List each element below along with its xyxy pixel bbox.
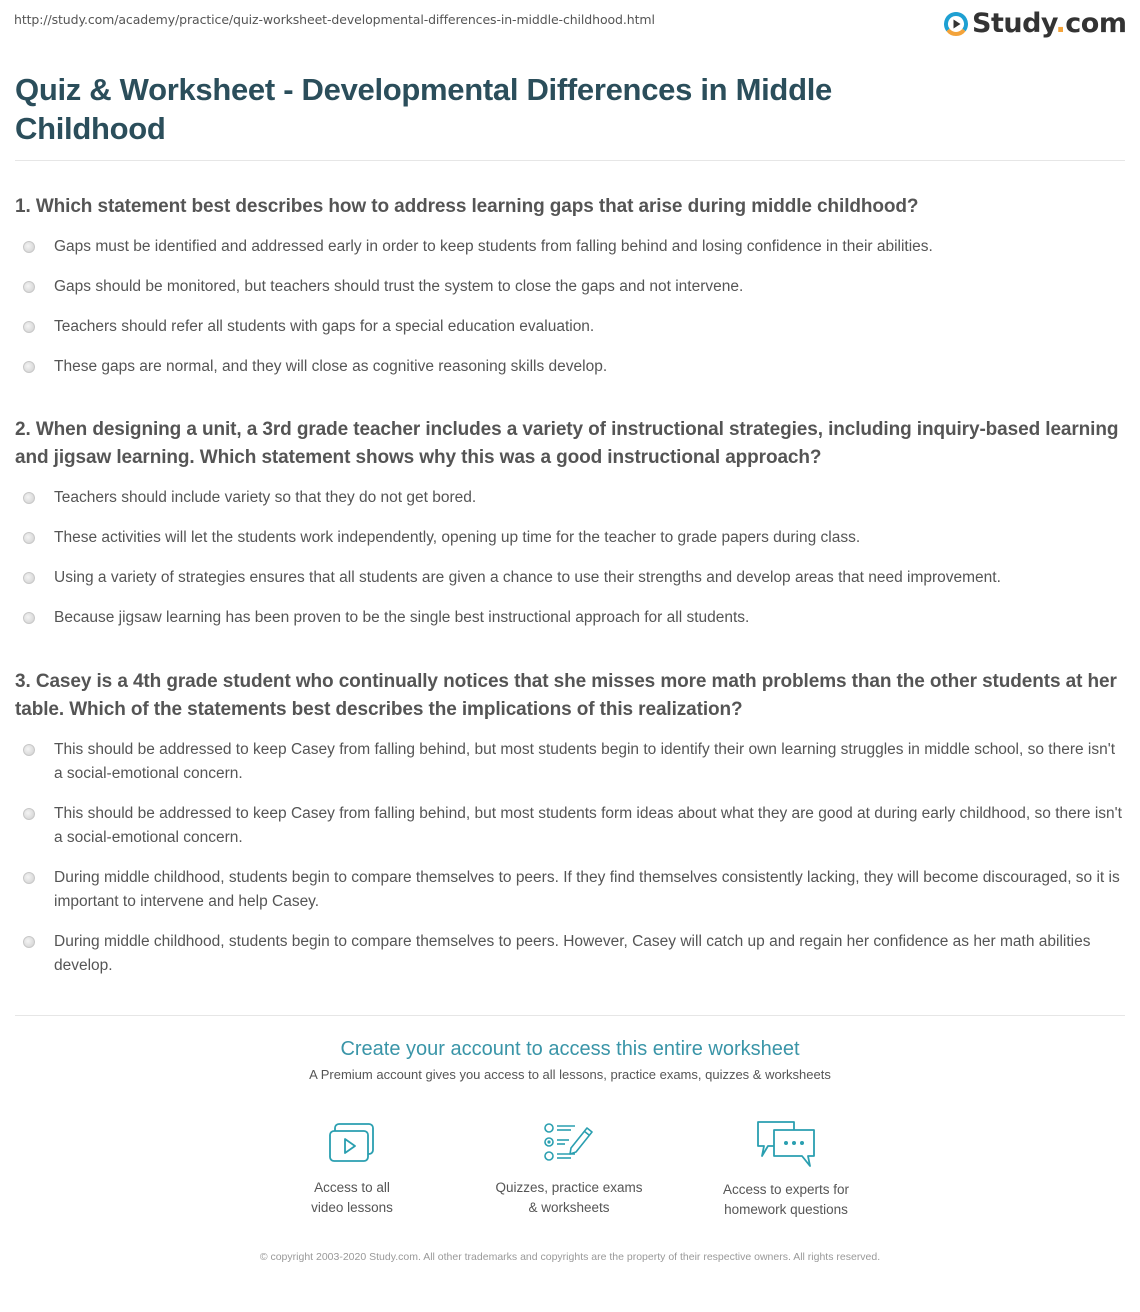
question-text: 2. When designing a unit, a 3rd grade teacher includes a variety of instructional strategies, including inquiry-based learning and jigsaw learning. Which statement shows why this was a good instructional approach? [15, 419, 1119, 468]
radio-button[interactable] [23, 808, 35, 820]
question-text: 3. Casey is a 4th grade student who continually notices that she misses more math problems than the other students at her table. Which of the statements best describes the implications of this realization? [15, 671, 1117, 720]
answer-text: These gaps are normal, and they will close as cognitive reasoning skills develop. [54, 358, 608, 375]
radio-button[interactable] [23, 872, 35, 884]
answer-option[interactable] [15, 355, 1125, 379]
radio-button[interactable] [23, 744, 35, 756]
answer-list [15, 235, 1125, 379]
question-text: 1. Which statement best describes how to address learning gaps that arise during middle childhood? [15, 196, 919, 217]
feature-quizzes [469, 1118, 669, 1218]
answer-text: This should be addressed to keep Casey from falling behind, but most students form ideas about what they are good at during early childhood, so there isn't a social-emotional concern. [54, 805, 1122, 846]
radio-button[interactable] [23, 492, 35, 504]
study-com-logo[interactable] [944, 8, 1127, 39]
answer-option[interactable] [15, 315, 1125, 339]
answer-option[interactable] [15, 930, 1125, 978]
chat-bubbles-icon [754, 1118, 818, 1170]
signup-cta [0, 1038, 1140, 1082]
question-1 [15, 193, 1125, 395]
title-divider [15, 160, 1125, 161]
copyright-notice: © copyright 2003-2020 Study.com. All other trademarks and copyrights are the property of their respective owners. All rights reserved. [259, 1251, 881, 1263]
answer-text: Teachers should refer all students with gaps for a special education evaluation. [54, 318, 595, 335]
video-lessons-icon [324, 1118, 380, 1168]
quiz-checklist-icon [541, 1118, 597, 1168]
answer-text: Gaps should be monitored, but teachers should trust the system to close the gaps and not intervene. [54, 278, 744, 295]
page-url: http://study.com/academy/practice/quiz-worksheet-developmental-differences-in-middle-childhood.html [14, 12, 655, 27]
radio-button[interactable] [23, 361, 35, 373]
feature-label: Quizzes, practice exams & worksheets [495, 1180, 643, 1215]
cta-title-link[interactable]: Create your account to access this entire worksheet [340, 1038, 800, 1060]
answer-text: Teachers should include variety so that they do not get bored. [54, 489, 477, 506]
answer-text: This should be addressed to keep Casey from falling behind, but most students begin to identify their own learning struggles in middle school, so there isn't a social-emotional concern. [54, 741, 1116, 782]
cta-subtitle: A Premium account gives you access to all lessons, practice exams, quizzes & worksheets [309, 1067, 831, 1082]
play-circle-icon [944, 12, 968, 36]
feature-label: Access to experts for homework questions [722, 1182, 850, 1217]
answer-option[interactable] [15, 275, 1125, 299]
feature-label: Access to all video lessons [311, 1180, 393, 1215]
answer-list [15, 738, 1125, 978]
section-divider [15, 1015, 1125, 1016]
answer-option[interactable] [15, 606, 1125, 630]
answer-option[interactable] [15, 526, 1125, 550]
answer-option[interactable] [15, 866, 1125, 914]
radio-button[interactable] [23, 241, 35, 253]
question-3 [15, 668, 1125, 994]
radio-button[interactable] [23, 572, 35, 584]
radio-button[interactable] [23, 532, 35, 544]
feature-experts [686, 1118, 886, 1220]
question-2 [15, 416, 1125, 646]
answer-option[interactable] [15, 235, 1125, 259]
answer-option[interactable] [15, 566, 1125, 590]
page-title: Quiz & Worksheet - Developmental Differences in Middle Childhood [15, 72, 832, 146]
answer-option[interactable] [15, 738, 1125, 786]
answer-text: During middle childhood, students begin to compare themselves to peers. If they find themselves consistently lacking, they will become discouraged, so it is important to intervene and help Casey. [54, 869, 1120, 910]
radio-button[interactable] [23, 281, 35, 293]
answer-text: During middle childhood, students begin to compare themselves to peers. However, Casey will catch up and regain her confidence as her math abilities develop. [54, 933, 1091, 974]
answer-text: These activities will let the students work independently, opening up time for the teacher to grade papers during class. [54, 529, 861, 546]
answer-text: Using a variety of strategies ensures that all students are given a chance to use their strengths and develop areas that need improvement. [54, 569, 1001, 586]
radio-button[interactable] [23, 321, 35, 333]
feature-video-lessons [252, 1118, 452, 1218]
radio-button[interactable] [23, 612, 35, 624]
answer-list [15, 486, 1125, 630]
logo-wordmark: Study.com [972, 8, 1127, 39]
radio-button[interactable] [23, 936, 35, 948]
answer-option[interactable] [15, 486, 1125, 510]
answer-option[interactable] [15, 802, 1125, 850]
answer-text: Because jigsaw learning has been proven to be the single best instructional approach for all students. [54, 609, 750, 626]
answer-text: Gaps must be identified and addressed early in order to keep students from falling behind and losing confidence in their abilities. [54, 238, 933, 255]
